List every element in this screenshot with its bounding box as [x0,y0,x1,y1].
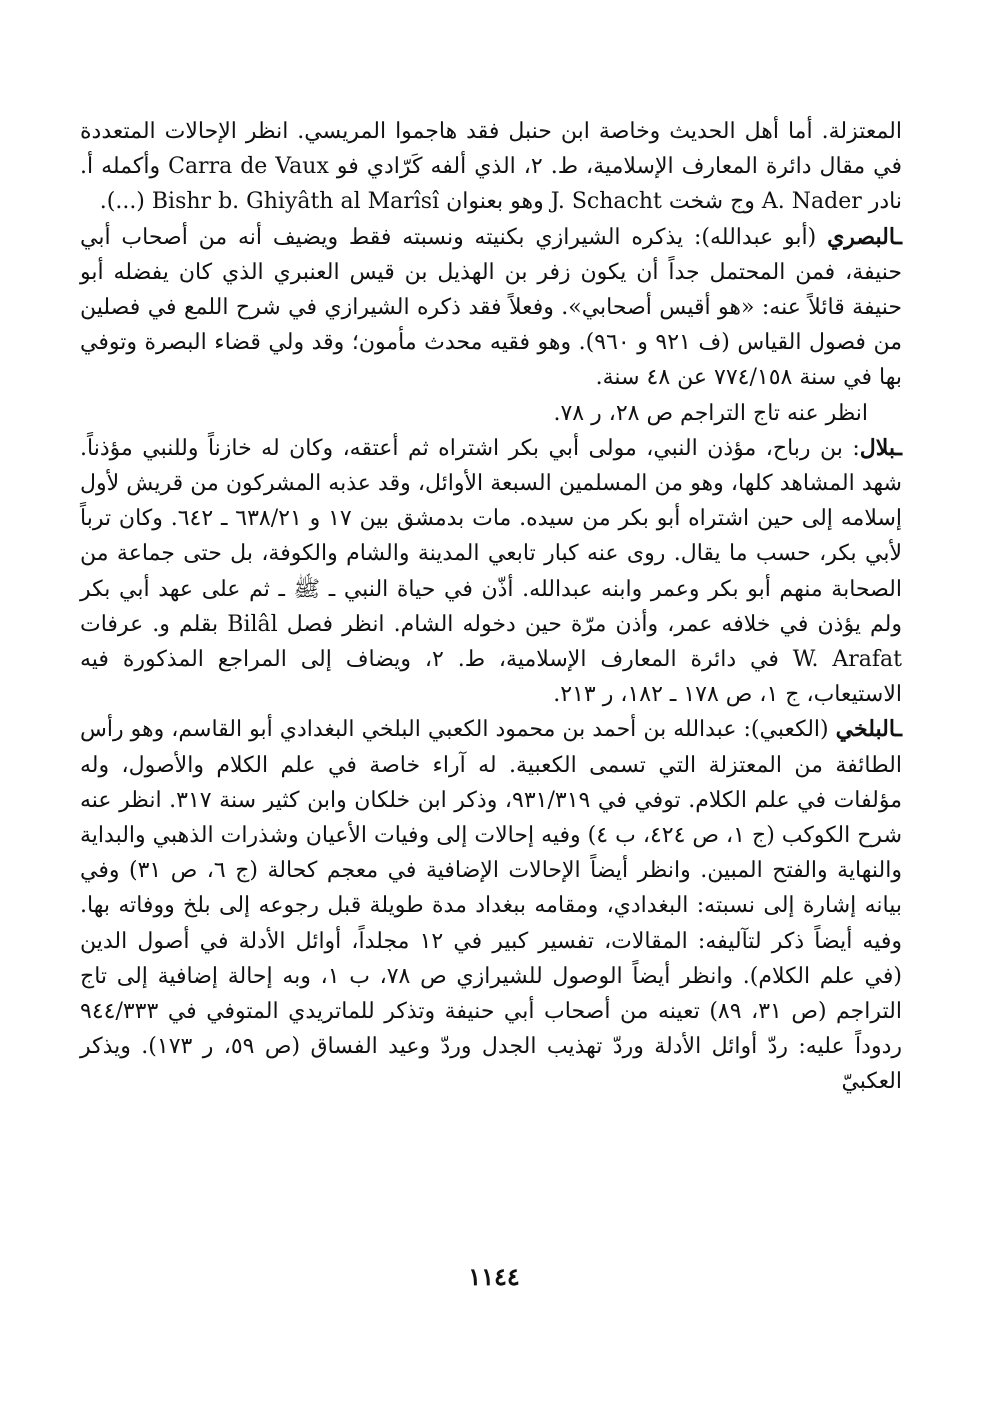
entry-dash: ـ [895,716,902,743]
entry-head: البصري [827,223,896,250]
entry-balkhi [80,712,902,1099]
entry-body: : بن رباح، مؤذن النبي، مولى أبي بكر اشتراه ثم أعتقه، وكان له خازناً وللنبي مؤذناً. شهد المشاهد كلها، وهو من المسلمين السبعة الأوائل، وقد عذبه المشركون من قريش لأول إسلامه إلى حين اشتراه أبو بكر من سيده. مات بدمشق بين ١٧ و ٦٣٨/٢١ ـ ٦٤٢. وكان ترباً لأبي بكر، حسب ما يقال. روى عنه كبار تابعي المدينة والشام والكوفة، بل حتى جماعة من الصحابة منهم أبو بكر وعمر وابنه عبدالله. أذّن في حياة النبي ـ ﷺ ـ ثم على عهد أبي بكر ولم يؤذن في خلافه عمر، وأذن مرّة حين دخوله الشام. انظر فصل Bilâl بقلم و. عرفات W. Arafat في دائرة المعارف الإسلامية، ط. ٢، ويضاف إلى المراجع المذكورة فيه الاستيعاب، ج ١، ص ١٧٨ ـ ١٨٢، ر ٢١٣. [80,435,903,708]
entry-dash: ـ [895,223,902,250]
entry-basri [80,220,902,396]
page-body [80,114,902,1100]
entry-body: (الكعبي): عبدالله بن أحمد بن محمود الكعبي البلخي البغدادي أبو القاسم، وهو رأس الطائفة من المعتزلة التي تسمى الكعبية. له آراء خاصة في علم الكلام والأصول، وله مؤلفات في علم الكلام. توفي في ٩٣١/٣١٩، وذكر ابن خلكان وابن كثير سنة ٣١٧. انظر عنه شرح الكوكب (ج ١، ص ٤٢٤، ب ٤) وفيه إحالات إلى وفيات الأعيان وشذرات الذهبي والبداية والنهاية والفتح المبين. وانظر أيضاً الإحالات الإضافية في معجم كحالة (ج ٦، ص ٣١) وفي بيانه إشارة إلى نسبته: البغدادي، ومقامه ببغداد مدة طويلة قبل رجوعه إلى بلخ ووفاته بها. وفيه أيضاً ذكر لتآليفه: المقالات، تفسير كبير في ١٢ مجلداً، أوائل الأدلة في أصول الدين (في علم الكلام). وانظر أيضاً الوصول للشيرازي ص ٧٨، ب ١، وبه إحالة إضافية إلى تاج التراجم (ص ٣١، ٨٩) تعينه من أصحاب أبي حنيفة وتذكر للماتريدي المتوفي في ٩٤٤/٣٣٣ ردوداً عليه: ردّ أوائل الأدلة وردّ تهذيب الجدل وردّ وعيد الفساق (ص ٥٩، ر ١٧٣). ويذكر العكبيّ [80,717,903,1095]
entry-bilal [80,431,902,713]
page-number: ١١٤٤ [468,1262,520,1291]
entry-body: (أبو عبدالله): يذكره الشيرازي بكنيته ونسبته فقط ويضيف أنه من أصحاب أبي حنيفة، فمن المحتمل جداً أن يكون زفر بن الهذيل بن قيس العنبري الذي كان يفضله أبو حنيفة قائلاً عنه: «هو أقيس أصحابي». وفعلاً فقد ذكره الشيرازي في شرح اللمع في فصلين من فصول القياس (ف ٩٢١ و ٩٦٠). وهو فقيه محدث مأمون؛ وقد ولي قضاء البصرة وتوفي بها في سنة ٧٧٤/١٥٨ عن ٤٨ سنة. [80,224,903,391]
entry-dash: ـ [895,434,902,461]
entry-head: بلال [859,434,896,461]
entry-head: البلخي [835,716,896,743]
entry-basri-reference: انظر عنه تاج التراجم ص ٢٨، ر ٧٨. [553,400,868,426]
continuation-paragraph: المعتزلة. أما أهل الحديث وخاصة ابن حنبل فقد هاجموا المريسي. انظر الإحالات المتعددة في مقال دائرة المعارف الإسلامية، ط. ٢، الذي ألفه كَرّادي فو Carra de Vaux وأكمله أ. نادر A. Nader وج شخت J. Schacht وهو بعنوان Bishr b. Ghiyâth al Marîsî (...). [80,119,903,215]
